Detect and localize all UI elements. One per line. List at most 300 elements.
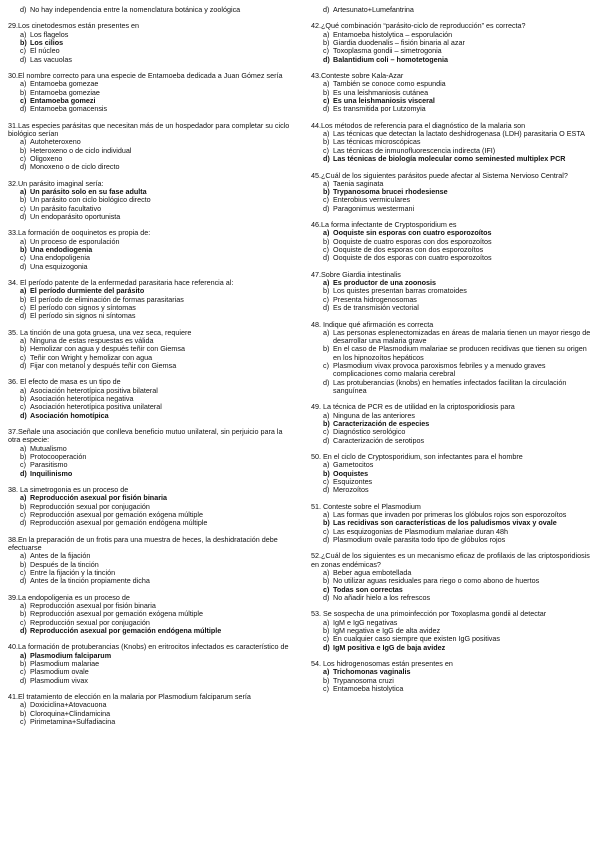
option-text: Es productor de una zoonosis <box>333 278 437 288</box>
option-text: Es transmitida por Lutzomyia <box>333 104 426 114</box>
question-stem: 38. La simetrogonia es un proceso de <box>8 485 129 495</box>
option-letter: a) <box>20 493 27 503</box>
option-letter: d) <box>20 261 27 271</box>
answer-option <box>311 362 595 379</box>
option-letter: b) <box>323 418 330 428</box>
question-block <box>8 22 294 63</box>
option-letter: a) <box>20 79 27 89</box>
option-letter: d) <box>20 518 27 528</box>
question-block <box>311 6 595 14</box>
option-text: Las recidivas son características de los paludismos vivax y ovale <box>333 518 557 528</box>
option-text: Doxiciclina+Atovacuona <box>30 700 107 710</box>
option-letter: b) <box>20 344 27 354</box>
option-letter: b) <box>20 559 27 569</box>
option-letter: a) <box>323 278 330 288</box>
option-letter: d) <box>20 576 27 586</box>
option-text: Mutualismo <box>30 443 67 453</box>
question-block <box>8 643 294 684</box>
question-block <box>8 536 294 586</box>
option-text: Toxoplasma gondii – simetrogonia <box>333 46 442 56</box>
option-letter: a) <box>20 443 27 453</box>
question-block <box>8 72 294 113</box>
option-letter: d) <box>323 104 330 114</box>
option-text: Reproducción asexual por gemación endógena múltiple <box>30 518 208 528</box>
option-letter: c) <box>20 667 26 677</box>
option-text: Los flagelos <box>30 29 69 39</box>
option-text: Monoxeno o de ciclo directo <box>30 162 120 172</box>
option-letter: b) <box>20 708 27 718</box>
option-text: Protocooperación <box>30 452 87 462</box>
option-text: Una endopoligenia <box>30 253 90 263</box>
question-stem: 43.Conteste sobre Kala-Azar <box>311 71 404 81</box>
option-text: Reproducción sexual por conjugación <box>30 501 150 511</box>
question-stem: 32.Un parásito imaginal sería: <box>8 178 104 188</box>
option-letter: c) <box>20 96 27 106</box>
option-letter: d) <box>20 5 27 14</box>
option-text: El período con signos y síntomas <box>30 303 136 313</box>
question-stem: 34. El período patente de la enfermedad parasitaria hace referencia al: <box>8 278 234 288</box>
option-text: Reproducción asexual por gemación exógena múltiple <box>30 510 204 520</box>
answer-option <box>8 163 294 171</box>
question-block <box>311 271 595 312</box>
option-letter: b) <box>20 145 27 155</box>
option-letter: b) <box>323 137 330 147</box>
option-text: Plasmodium falciparum <box>30 650 112 660</box>
option-text: Trypanosoma brucei rhodesiense <box>333 187 448 197</box>
option-letter: d) <box>20 54 27 64</box>
option-text: El período de eliminación de formas parasitarias <box>30 294 184 304</box>
option-text: Heteroxeno o de ciclo individual <box>30 145 132 155</box>
option-text: No añadir hielo a los refrescos <box>333 592 431 602</box>
question-block <box>8 279 294 320</box>
question-block <box>311 453 595 494</box>
option-text: En cualquier caso siempre que existen IgG positivas <box>333 634 500 644</box>
option-text: Balantidium coli – homotetogenia <box>333 54 449 64</box>
option-text: Ooquiste de dos esporas con dos esporozoítos <box>333 245 484 255</box>
answer-option <box>8 577 294 585</box>
option-text: Plasmodium vivax provoca paroxismos febriles y a menudo graves complicaciones como malaria cerebral <box>333 361 546 379</box>
option-letter: b) <box>323 87 330 97</box>
question-block <box>311 610 595 651</box>
option-text: Entamoeba gomezae <box>30 79 99 89</box>
option-letter: d) <box>20 311 27 321</box>
option-letter: b) <box>20 609 27 619</box>
question-block <box>8 594 294 635</box>
option-letter: a) <box>323 410 330 420</box>
option-letter: a) <box>323 228 330 238</box>
option-letter: a) <box>323 79 330 89</box>
option-letter: d) <box>323 592 330 602</box>
question-block <box>8 428 294 478</box>
option-letter: b) <box>323 468 330 478</box>
option-text: Plasmodium malariae <box>30 659 100 669</box>
question-block <box>311 503 595 544</box>
option-letter: b) <box>323 38 330 48</box>
right-column <box>311 6 595 701</box>
option-text: Plasmodium ovale parasita todo tipo de glóbulos rojos <box>333 534 506 544</box>
option-text: Paragonimus westermani <box>333 203 415 213</box>
option-letter: c) <box>20 303 26 313</box>
option-letter: c) <box>20 154 26 164</box>
option-letter: c) <box>20 567 26 577</box>
option-text: Parasitismo <box>30 460 68 470</box>
option-letter: c) <box>323 96 330 106</box>
option-text: Las técnicas de biología molecular como seminested multiplex PCR <box>333 154 566 164</box>
answer-option <box>8 105 294 113</box>
option-text: No utilizar aguas residuales para riego o como abono de huertos <box>333 576 540 586</box>
option-text: Reproducción sexual por conjugación <box>30 617 150 627</box>
option-letter: a) <box>20 551 27 561</box>
answer-option <box>311 379 595 396</box>
answer-option <box>311 486 595 494</box>
option-letter: a) <box>20 700 27 710</box>
option-letter: c) <box>323 683 329 693</box>
option-text: No hay independencia entre la nomenclatura botánica y zoológica <box>30 5 241 14</box>
option-letter: d) <box>20 410 27 420</box>
option-text: Trichomonas vaginalis <box>333 667 411 677</box>
option-letter: c) <box>20 203 26 213</box>
answer-option <box>311 329 595 346</box>
option-text: Pirimetamina+Sulfadiacina <box>30 717 116 726</box>
question-block <box>8 378 294 419</box>
question-block <box>8 329 294 370</box>
option-letter: c) <box>20 617 26 627</box>
option-letter: d) <box>20 468 27 478</box>
option-text: El núcleo <box>30 46 60 56</box>
option-text: Ninguna de estas respuestas es válida <box>30 336 154 346</box>
option-text: Es una leishmaniosis visceral <box>333 96 435 106</box>
option-text: Las personas esplenectomizadas en áreas de malaria tienen un mayor riesgo de desarrollar una malaria grave <box>333 327 591 346</box>
question-block <box>311 122 595 163</box>
question-block <box>311 22 595 63</box>
option-letter: c) <box>323 634 329 644</box>
question-stem: 46.La forma infectante de Cryptosporidium es <box>311 220 457 230</box>
answer-option <box>311 205 595 213</box>
question-stem: 33.La formación de ooquinetos es propia de: <box>8 228 151 238</box>
option-text: Asociación heterotípica negativa <box>30 394 134 404</box>
question-stem: 45.¿Cuál de los siguientes parásitos puede afectar al Sistema Nervioso Central? <box>311 170 568 180</box>
left-column <box>8 6 294 734</box>
option-text: Las vacuolas <box>30 54 72 64</box>
answer-option <box>8 213 294 221</box>
option-text: Caracterización de especies <box>333 418 430 428</box>
option-text: Taenia saginata <box>333 178 384 188</box>
option-letter: a) <box>323 327 330 337</box>
option-letter: a) <box>323 510 330 520</box>
question-stem: 39.La endopoligenia es un proceso de <box>8 592 130 602</box>
option-text: IgM positiva e IgG de baja avidez <box>333 642 446 652</box>
option-text: Giardia duodenalis – fisión binaria al azar <box>333 38 465 48</box>
option-text: Entamoeba histolytica <box>333 683 404 693</box>
option-text: Una esquizogonia <box>30 261 88 271</box>
option-text: Los cilios <box>30 38 64 48</box>
option-letter: a) <box>323 667 330 677</box>
option-letter: c) <box>323 245 329 255</box>
option-letter: b) <box>323 286 330 296</box>
question-stem: 53. Se sospecha de una primoinfección por Toxoplasma gondii al detectar <box>311 609 547 619</box>
option-text: Ooquiste de cuatro esporas con dos esporozoítos <box>333 236 492 246</box>
question-stem: 44.Los métodos de referencia para el diagnóstico de la malaria son <box>311 120 526 130</box>
option-text: En el caso de Plasmodium malariae se producen recidivas que tienen su origen en los hipnozoítos hepáticos <box>333 344 587 362</box>
option-text: Beber agua embotellada <box>333 567 412 577</box>
option-text: Antes de la fijación <box>30 551 91 561</box>
option-letter: b) <box>323 344 330 354</box>
option-letter: a) <box>20 385 27 395</box>
option-text: Antes de la tinción propiamente dicha <box>30 576 150 586</box>
option-letter: a) <box>20 286 27 296</box>
option-letter: c) <box>323 526 329 536</box>
option-text: Asociación homotípica <box>30 410 109 420</box>
option-letter: a) <box>20 336 27 346</box>
answer-option <box>8 263 294 271</box>
option-letter: b) <box>323 187 330 197</box>
option-text: Las técnicas que detectan la lactato deshidrogenasa (LDH) parasitaria O ESTA <box>333 129 585 139</box>
answer-option <box>311 536 595 544</box>
question-block <box>8 180 294 221</box>
option-letter: d) <box>323 303 330 313</box>
option-text: Un proceso de esporulación <box>30 236 120 246</box>
option-letter: a) <box>323 178 330 188</box>
option-letter: b) <box>323 675 330 685</box>
option-letter: d) <box>20 361 27 370</box>
option-letter: c) <box>20 510 26 520</box>
option-letter: d) <box>323 54 330 64</box>
answer-option <box>8 519 294 527</box>
option-letter: d) <box>323 154 330 164</box>
option-text: Fijar con metanol y después teñir con Giemsa <box>30 361 177 370</box>
option-text: Los quistes presentan barras cromatoides <box>333 286 467 296</box>
option-text: Después de la tinción <box>30 559 99 569</box>
answer-option <box>311 685 595 693</box>
option-letter: a) <box>20 236 27 246</box>
option-text: Es de transmisión vectorial <box>333 303 419 313</box>
answer-option <box>311 56 595 64</box>
option-text: Las técnicas de inmunofluorescencia indirecta (IFI) <box>333 145 496 155</box>
option-text: Un endoparásito oportunista <box>30 211 121 221</box>
question-block <box>8 229 294 270</box>
option-text: Todas son correctas <box>333 584 403 594</box>
question-block <box>8 6 294 14</box>
answer-option <box>311 644 595 652</box>
option-text: Reproducción asexual por fisión binaria <box>30 601 156 611</box>
option-letter: b) <box>20 87 27 97</box>
option-text: Caracterización de serotipos <box>333 435 425 445</box>
answer-option <box>311 594 595 602</box>
option-letter: d) <box>323 435 330 445</box>
option-letter: a) <box>323 29 330 39</box>
question-block <box>8 693 294 726</box>
option-letter: b) <box>20 659 27 669</box>
option-letter: d) <box>323 5 330 14</box>
option-letter: b) <box>20 452 27 462</box>
answer-option <box>311 254 595 262</box>
option-letter: c) <box>323 195 329 205</box>
option-text: Reproducción asexual por gemación endógena múltiple <box>30 625 222 635</box>
option-text: Ooquistes <box>333 468 369 478</box>
option-text: Un parásito con ciclo biológico directo <box>30 195 151 205</box>
question-block <box>311 221 595 262</box>
option-text: También se conoce como espundia <box>333 79 446 89</box>
option-text: Hemolizar con agua y después teñir con Giemsa <box>30 344 186 354</box>
question-stem: 38.En la preparación de un frotis para una muestra de heces, la deshidratación debe efectuarse <box>8 534 278 553</box>
option-text: Diagnóstico serológico <box>333 427 406 437</box>
question-stem: 30.El nombre correcto para una especie de Entamoeba dedicada a Juan Gómez sería <box>8 71 283 81</box>
option-letter: a) <box>20 650 27 660</box>
answer-option <box>8 718 294 726</box>
option-text: Ooquiste de dos esporas con cuatro esporozoítos <box>333 253 492 263</box>
option-letter: b) <box>20 294 27 304</box>
option-letter: c) <box>323 361 329 370</box>
question-block <box>8 122 294 172</box>
option-text: Enterobius vermiculares <box>333 195 411 205</box>
option-letter: a) <box>20 187 27 197</box>
question-stem: 37.Señale una asociación que conlleva beneficio mutuo unilateral, sin perjuicio para la otra especie: <box>8 427 283 445</box>
option-letter: d) <box>323 534 330 544</box>
option-text: Presenta hidrogenosomas <box>333 294 417 304</box>
option-letter: c) <box>323 584 330 594</box>
option-letter: a) <box>323 617 330 627</box>
option-letter: b) <box>323 625 330 635</box>
answer-option <box>8 312 294 320</box>
option-letter: c) <box>20 402 26 412</box>
answer-option <box>8 677 294 685</box>
option-letter: c) <box>323 46 329 56</box>
option-letter: a) <box>20 137 27 147</box>
option-text: Inquilinismo <box>30 468 73 478</box>
answer-option <box>8 6 294 14</box>
answer-option <box>8 470 294 478</box>
option-letter: c) <box>20 717 26 726</box>
question-block <box>311 403 595 444</box>
option-text: Reproducción asexual por fisión binaria <box>30 493 167 503</box>
option-text: IgM e IgG negativas <box>333 617 398 627</box>
option-letter: d) <box>323 253 330 263</box>
option-letter: d) <box>323 203 330 213</box>
question-stem: 35. La tinción de una gota gruesa, una vez seca, requiere <box>8 327 192 337</box>
option-letter: d) <box>323 485 330 495</box>
question-stem: 40.La formación de protuberancias (Knobs) en eritrocitos infectados es característico de <box>8 642 289 652</box>
option-letter: a) <box>20 601 27 611</box>
question-stem: 54. Los hidrogenosomas están presentes en <box>311 659 453 669</box>
option-text: Gametocitos <box>333 460 374 470</box>
question-stem: 36. El efecto de masa es un tipo de <box>8 377 121 387</box>
option-letter: c) <box>20 46 26 56</box>
question-stem: 49. La técnica de PCR es de utilidad en la criptosporidiosis para <box>311 402 515 412</box>
option-text: Plasmodium ovale <box>30 667 89 677</box>
option-letter: d) <box>20 104 27 114</box>
question-block <box>311 321 595 396</box>
option-text: Trypanosoma cruzi <box>333 675 394 685</box>
option-letter: d) <box>20 675 27 685</box>
option-text: Ninguna de las anteriores <box>333 410 415 420</box>
option-text: Asociación heterotípica positiva bilateral <box>30 385 158 395</box>
option-letter: c) <box>323 427 329 437</box>
option-letter: d) <box>20 211 27 221</box>
answer-option <box>311 345 595 362</box>
option-letter: a) <box>323 460 330 470</box>
question-stem: 48. Indique qué afirmación es correcta <box>311 319 434 329</box>
option-letter: b) <box>323 518 330 528</box>
option-text: El período sin signos ni síntomas <box>30 311 136 321</box>
option-text: Entre la fijación y la tinción <box>30 567 116 577</box>
option-letter: d) <box>323 377 330 387</box>
option-text: IgM negativa e IgG de alta avidez <box>333 625 441 635</box>
option-text: Entamoeba gomeziae <box>30 87 100 97</box>
question-stem: 29.Los cinetodesmos están presentes en <box>8 21 140 31</box>
option-letter: b) <box>323 576 330 586</box>
option-text: Una endodiogenia <box>30 245 93 255</box>
question-block <box>311 172 595 213</box>
question-stem: 41.El tratamiento de elección en la malaria por Plasmodium falciparum sería <box>8 692 251 702</box>
answer-option <box>8 56 294 64</box>
option-letter: d) <box>323 642 330 652</box>
question-stem: 51. Conteste sobre el Plasmodium <box>311 501 421 511</box>
option-letter: a) <box>323 129 330 139</box>
answer-option <box>311 304 595 312</box>
option-letter: a) <box>20 29 27 39</box>
question-block <box>311 72 595 113</box>
option-text: Las protuberancias (knobs) en hematíes infectados facilitan la circulación sanguínea <box>333 377 567 395</box>
option-text: Un parásito solo en su fase adulta <box>30 187 147 197</box>
option-text: Merozoítos <box>333 485 369 495</box>
question-stem: 52.¿Cuál de los siguientes es un mecanismo eficaz de profilaxis de las criptosporidiosis en zonas endémicas? <box>311 551 590 569</box>
question-block <box>8 486 294 527</box>
option-letter: c) <box>323 145 329 155</box>
question-stem: 31.Las especies parásitas que necesitan más de un hospedador para completar su ciclo biológico serían <box>8 120 290 139</box>
question-stem: 42.¿Qué combinación “parásito-ciclo de reproducción” es correcta? <box>311 21 526 31</box>
option-text: Artesunato+Lumefantrina <box>333 5 414 14</box>
option-letter: c) <box>20 253 26 263</box>
question-stem: 50. En el ciclo de Cryptosporidium, son infectantes para el hombre <box>311 452 523 462</box>
option-letter: a) <box>323 567 330 577</box>
option-letter: b) <box>323 236 330 246</box>
option-text: Oligoxeno <box>30 154 63 164</box>
option-text: Teñir con Wright y hemolizar con agua <box>30 352 153 362</box>
option-text: Asociación heterotípica positiva unilateral <box>30 402 162 412</box>
answer-option <box>8 362 294 370</box>
answer-option <box>311 155 595 163</box>
option-text: Un parásito facultativo <box>30 203 102 213</box>
option-text: Autoheteroxeno <box>30 137 81 147</box>
option-text: Ooquiste sin esporas con cuatro esporozoítos <box>333 228 492 238</box>
question-stem: 47.Sobre Giardia intestinalis <box>311 269 401 279</box>
option-letter: c) <box>323 476 329 486</box>
option-text: Las formas que invaden por primeras los glóbulos rojos son esporozoítos <box>333 510 567 520</box>
option-letter: d) <box>20 625 27 635</box>
option-text: Entamoeba gomezi <box>30 96 96 106</box>
option-letter: b) <box>20 394 27 404</box>
option-letter: b) <box>20 501 27 511</box>
question-block <box>311 660 595 693</box>
option-text: El período durmiente del parásito <box>30 286 145 296</box>
option-text: Las técnicas microscópicas <box>333 137 421 147</box>
option-text: Las esquizogonias de Plasmodium malariae duran 48h <box>333 526 509 536</box>
option-letter: c) <box>20 352 26 362</box>
option-text: Reproducción asexual por gemación exógena múltiple <box>30 609 204 619</box>
option-letter: c) <box>323 294 329 304</box>
option-letter: b) <box>20 245 27 255</box>
answer-option <box>311 437 595 445</box>
option-letter: d) <box>20 162 27 172</box>
option-text: Entamoeba histolytica – esporulación <box>333 29 453 39</box>
question-block <box>311 552 595 602</box>
answer-option <box>8 412 294 420</box>
option-text: Entamoeba gomacensis <box>30 104 108 114</box>
option-text: Es una leishmaniosis cutánea <box>333 87 429 97</box>
option-letter: c) <box>20 460 26 470</box>
option-letter: b) <box>20 195 27 205</box>
option-text: Cloroquina+Clindamicina <box>30 708 111 718</box>
